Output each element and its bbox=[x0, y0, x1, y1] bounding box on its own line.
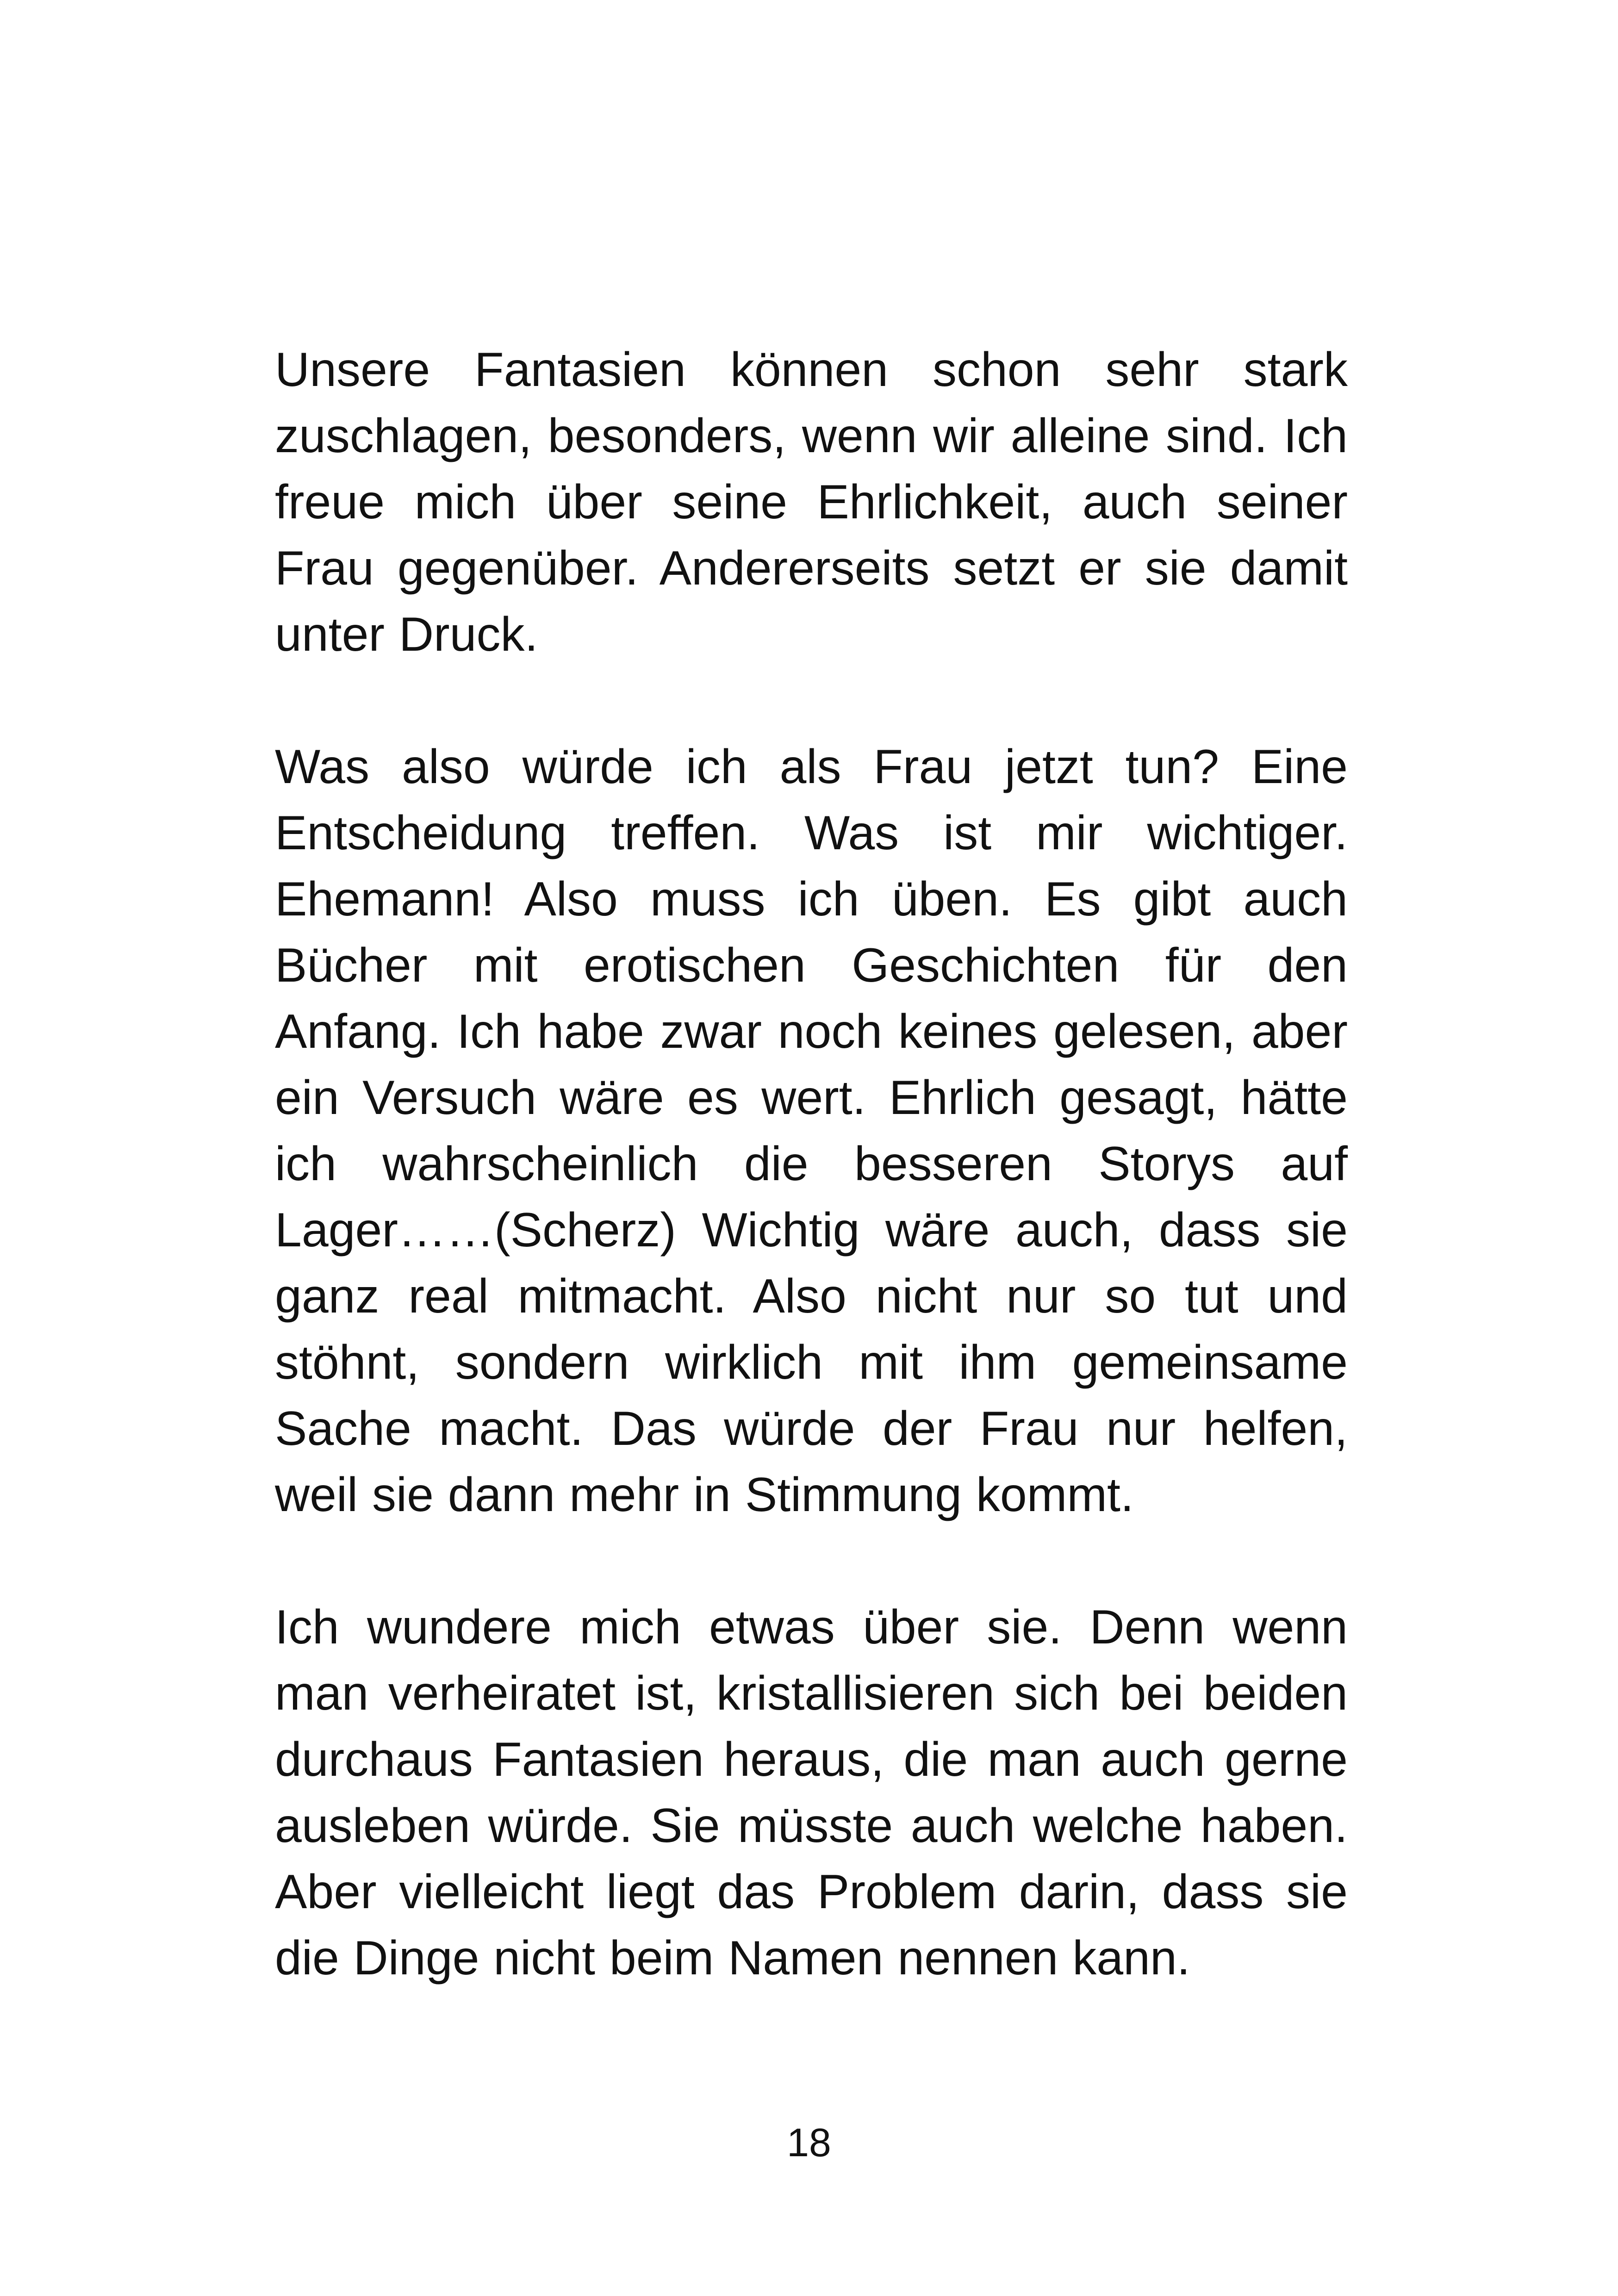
paragraph-2: Was also würde ich als Frau jetzt tun? Eine Entscheidung treffen. Was ist mir wichtiger. Ehemann! Also muss ich üben. Es gibt auch Bücher mit erotischen Geschichten für den Anfang. Ich habe zwar noch keines gelesen, aber ein Versuch wäre es wert. Ehrlich gesagt, hätte ich wahrscheinlich die besseren Storys auf Lager……(Scherz) Wichtig wäre auch, dass sie ganz real mitmacht. Also nicht nur so tut und stöhnt, sondern wirklich mit ihm gemeinsame Sache macht. Das würde der Frau nur helfen, weil sie dann mehr in Stimmung kommt. bbox=[275, 740, 1348, 1522]
paragraph-3: Ich wundere mich etwas über sie. Denn wenn man verheiratet ist, kristallisieren sich bei beiden durchaus Fantasien heraus, die man auch gerne ausleben würde. Sie müsste auch welche haben. Aber vielleicht liegt das Problem darin, dass sie die Dinge nicht beim Namen nennen kann. bbox=[275, 1600, 1348, 1985]
paragraph-1: Unsere Fantasien können schon sehr stark zuschlagen, besonders, wenn wir alleine sind. Ich freue mich über seine Ehrlichkeit, auch seiner Frau gegenüber. Andererseits setzt er sie damit unter Druck. bbox=[275, 343, 1348, 661]
page-number: 18 bbox=[787, 2121, 831, 2165]
body-text bbox=[275, 337, 1348, 1991]
